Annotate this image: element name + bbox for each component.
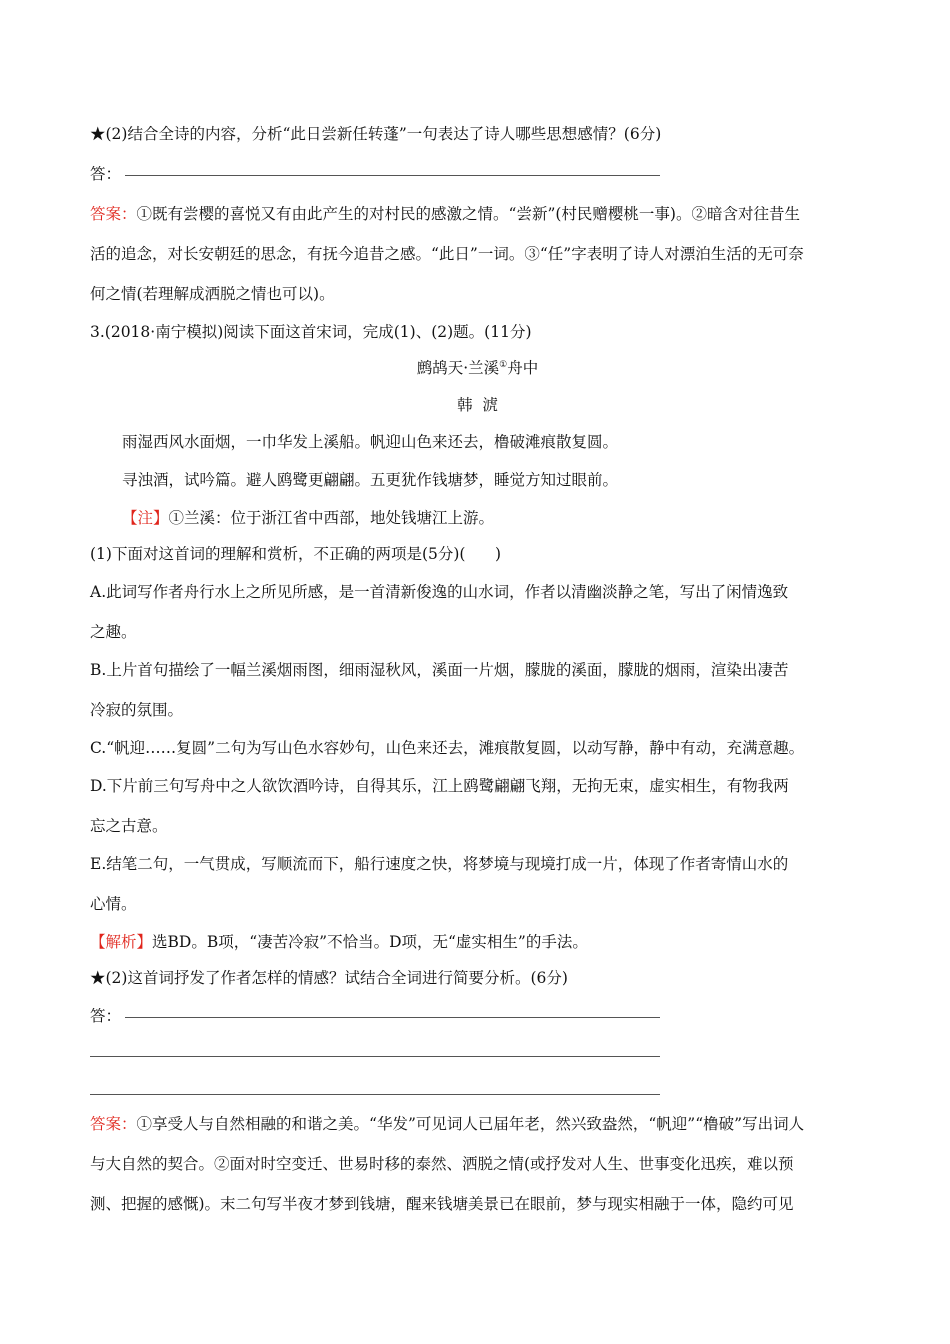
option-e-line1: E.结笔二句，一气贯成，写顺流而下，船行速度之快，将梦境与现境打成一片，体现了作者寄情山水的 — [90, 855, 789, 873]
answer-key-label: 答案： — [90, 205, 137, 223]
q2-key-line2: 活的追念，对长安朝廷的思念，有抚今追昔之感。“此日”一词。③“任”字表明了诗人对漂泊生活的无可奈 — [90, 245, 804, 263]
sub2-key-line2: 与大自然的契合。②面对时空变迁、世易时移的泰然、洒脱之情(或抒发对人生、世事变化迅疾，难以预 — [90, 1155, 794, 1173]
sub1-prompt: (1)下面对这首词的理解和赏析，不正确的两项是(5分)( ) — [90, 545, 502, 563]
answer-label: 答： — [90, 165, 122, 183]
answer-label: 答： — [90, 1007, 122, 1025]
poem-author: 韩 淲 — [457, 396, 498, 414]
sub2-prompt: ★(2)这首词抒发了作者怎样的情感？试结合全词进行简要分析。(6分) — [90, 969, 568, 987]
note-label: 【注】 — [122, 509, 169, 527]
q3-header: 3.(2018·南宁模拟)阅读下面这首宋词，完成(1)、(2)题。(11分) — [90, 323, 532, 341]
answer-blank[interactable] — [125, 175, 660, 176]
option-d-line2: 忘之古意。 — [90, 817, 168, 835]
option-b-line1: B.上片首句描绘了一幅兰溪烟雨图，细雨湿秋风，溪面一片烟，朦胧的溪面，朦胧的烟雨，渲染出凄苦 — [90, 661, 789, 679]
q2-key-line1 — [90, 202, 800, 226]
option-a-line1: A.此词写作者舟行水上之所见所感，是一首清新俊逸的山水词，作者以清幽淡静之笔，写出了闲情逸致 — [90, 583, 789, 601]
option-b-line2: 冷寂的氛围。 — [90, 701, 184, 719]
note-text: ①兰溪：位于浙江省中西部，地处钱塘江上游。 — [168, 509, 495, 527]
analysis — [90, 930, 588, 954]
sub2-key-line3: 测、把握的感慨)。末二句写半夜才梦到钱塘，醒来钱塘美景已在眼前，梦与现实相融于一体，隐约可见 — [90, 1195, 794, 1213]
q2-answer-line — [90, 162, 660, 186]
sub2-answer-line — [90, 1004, 660, 1028]
poem-line-1: 雨湿西风水面烟，一巾华发上溪船。帆迎山色来还去，橹破滩痕散复圆。 — [122, 433, 619, 451]
q2-prompt: ★(2)结合全诗的内容，分析“此日尝新任转蓬”一句表达了诗人哪些思想感情？(6分) — [90, 125, 662, 143]
q2-key-line3: 何之情(若理解成洒脱之情也可以)。 — [90, 285, 335, 303]
answer-key-label: 答案： — [90, 1115, 137, 1133]
poem-title-tail: 舟中 — [507, 359, 539, 377]
answer-key-text: ①既有尝樱的喜悦又有由此产生的对村民的感激之情。“尝新”(村民赠樱桃一事)。②暗含对往昔生 — [136, 205, 800, 223]
poem-line-2: 寻浊酒，试吟篇。避人鸥鹭更翩翩。五更犹作钱塘梦，睡觉方知过眼前。 — [122, 471, 619, 489]
poem-title-main: 鹧鸪天·兰溪 — [416, 359, 500, 377]
answer-blank-line-3[interactable] — [90, 1094, 660, 1095]
answer-key-text: ①享受人与自然相融的和谐之美。“华发”可见词人已届年老，然兴致盎然，“帆迎”“橹破”写出词人 — [136, 1115, 805, 1133]
poem-note — [122, 506, 494, 530]
sub2-key-line1 — [90, 1112, 804, 1136]
footnote-marker: ① — [499, 359, 508, 370]
poem-title — [90, 356, 865, 380]
option-c-line1: C.“帆迎……复圆”二句为写山色水容妙句，山色来还去，滩痕散复圆，以动写静，静中有动，充满意趣。 — [90, 739, 805, 757]
answer-blank[interactable] — [125, 1017, 660, 1018]
option-d-line1: D.下片前三句写舟中之人欲饮酒吟诗，自得其乐，江上鸥鹭翩翩飞翔，无拘无束，虚实相生，有物我两 — [90, 777, 789, 795]
analysis-label: 【解析】 — [90, 933, 153, 951]
answer-blank-line-2[interactable] — [90, 1056, 660, 1057]
analysis-text: 选BD。B项，“凄苦冷寂”不恰当。D项，无“虚实相生”的手法。 — [152, 933, 588, 951]
option-a-line2: 之趣。 — [90, 623, 137, 641]
option-e-line2: 心情。 — [90, 895, 137, 913]
